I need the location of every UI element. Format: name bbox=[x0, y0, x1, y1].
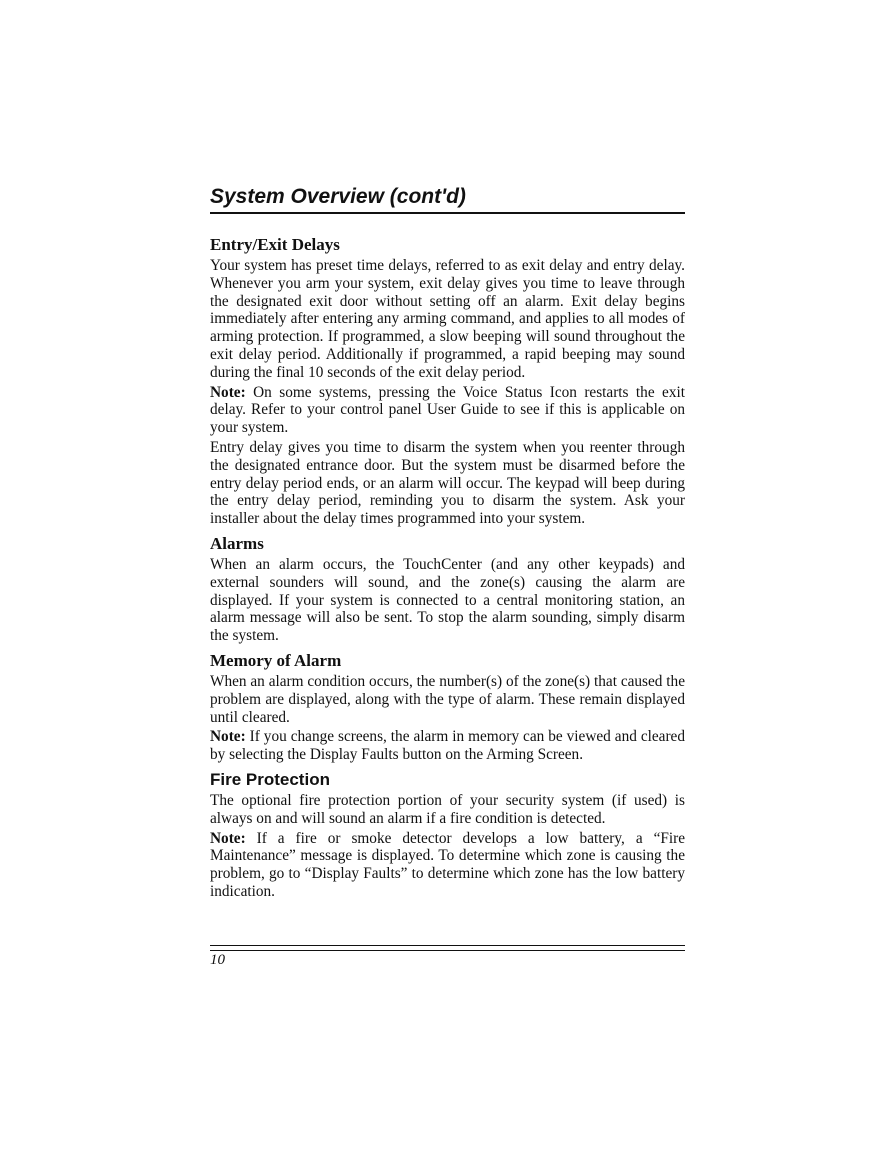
note-text: If you change screens, the alarm in memory can be viewed and cleared by selecting the Display Faults button on the Arming Screen. bbox=[210, 728, 685, 764]
note-label: Note: bbox=[210, 728, 246, 746]
memory-paragraph-1: When an alarm condition occurs, the number(s) of the zone(s) that caused the problem are displayed, along with the type of alarm. These remain displayed until cleared. bbox=[210, 672, 685, 726]
section-heading-entry-exit: Entry/Exit Delays bbox=[210, 235, 340, 254]
entry-exit-note bbox=[210, 384, 685, 437]
page-content bbox=[210, 184, 685, 907]
memory-note bbox=[210, 728, 685, 764]
note-label: Note: bbox=[210, 829, 246, 847]
alarms-paragraph-1: When an alarm occurs, the TouchCenter (and any other keypads) and external sounders will sound, and the zone(s) causing the alarm are displayed. If your system is connected to a central monitoring station, an alarm message will also be sent. To stop the alarm sounding, simply disarm the system. bbox=[210, 555, 685, 645]
entry-exit-paragraph-2: Entry delay gives you time to disarm the system when you reenter through the designated entrance door. But the system must be disarmed before the entry delay period ends, or an alarm will occur. The keypad will beep during the entry delay period, reminding you to disarm the system. Ask your installer about the delay times programmed into your system. bbox=[210, 438, 685, 528]
fire-note bbox=[210, 830, 685, 901]
section-fire-protection bbox=[210, 770, 685, 901]
note-text: On some systems, pressing the Voice Status Icon restarts the exit delay. Refer to your control panel User Guide to see if this is applicable on your system. bbox=[210, 383, 685, 437]
fire-paragraph-1: The optional fire protection portion of your security system (if used) is always on and will sound an alarm if a fire condition is detected. bbox=[210, 791, 685, 827]
section-entry-exit-delays bbox=[210, 235, 685, 528]
section-heading-alarms: Alarms bbox=[210, 533, 264, 553]
footer-divider bbox=[210, 945, 685, 951]
section-memory-of-alarm bbox=[210, 651, 685, 764]
section-alarms bbox=[210, 534, 685, 645]
entry-exit-paragraph-1: Your system has preset time delays, referred to as exit delay and entry delay. Whenever you arm your system, exit delay gives you time to leave through the designated exit door without setting off an alarm. Exit delay begins immediately after entering any arming command, and applies to all modes of arming protection. If programmed, a slow beeping will sound throughout the exit delay period. Additionally if programmed, a rapid beeping may sound during the final 10 seconds of the exit delay period. bbox=[210, 257, 685, 381]
section-heading-fire: Fire Protection bbox=[210, 769, 330, 789]
note-label: Note: bbox=[210, 383, 246, 401]
section-heading-memory: Memory of Alarm bbox=[210, 650, 342, 670]
note-text: If a fire or smoke detector develops a low battery, a “Fire Maintenance” message is displayed. To determine which zone is causing the problem, go to “Display Faults” to determine which zone has the low battery indication. bbox=[210, 829, 685, 900]
sections bbox=[210, 235, 685, 901]
page-number: 10 bbox=[210, 952, 225, 968]
page-title: System Overview (cont'd) bbox=[210, 184, 685, 214]
